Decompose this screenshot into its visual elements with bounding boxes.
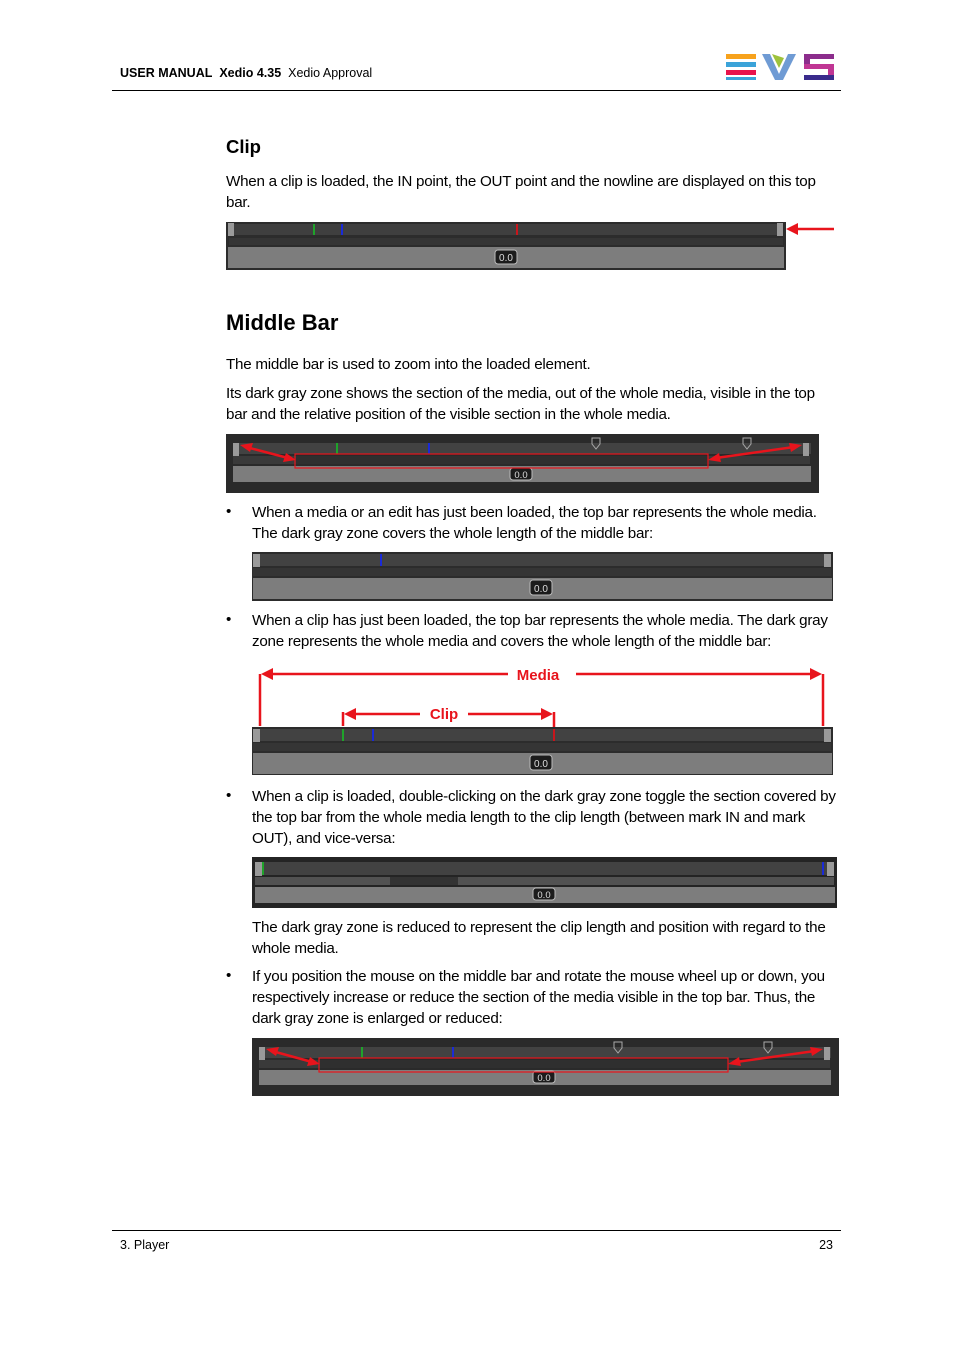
bullet-3-after-text: The dark gray zone is reduced to represent the clip length and position with regard to the whole media. — [252, 919, 826, 957]
header-rule — [112, 90, 841, 91]
timecode-label: 0.0 — [534, 584, 548, 595]
section-title-clip: Clip — [226, 136, 261, 157]
bullet-marker: • — [226, 503, 232, 520]
bullet-text-4: If you position the mouse on the middle bar and rotate the mouse wheel up or down, you respectively increase or reduce the section of the media visible in the top bar. Thus, the dark gray zone is enlarged or reduced: — [252, 968, 825, 1027]
clip-label: Clip — [429, 706, 459, 723]
timecode-label: 0.0 — [534, 759, 548, 770]
header-manual: USER MANUAL — [120, 66, 213, 80]
figure-clip-topbar — [226, 220, 838, 272]
figure-mouse-wheel-zoom — [252, 1038, 840, 1098]
footer-rule — [112, 1230, 841, 1231]
clip-paragraph: When a clip is loaded, the IN point, the OUT point and the nowline are displayed on this top bar. — [226, 173, 816, 211]
figure-media-loaded — [252, 552, 834, 602]
bullet-marker: • — [226, 787, 232, 804]
section-title-middle-bar: Middle Bar — [226, 310, 339, 335]
middle-paragraph-1: The middle bar is used to zoom into the loaded element. — [226, 356, 591, 373]
bullet-text-2: When a clip has just been loaded, the top bar represents the whole media. The dark gray zone represents the whole media and covers the whole length of the middle bar: — [252, 612, 828, 650]
bullet-text-3: When a clip is loaded, double-clicking on the dark gray zone toggle the section covered by the top bar from the whole media length to the clip length (between mark IN and mark OUT), and vice-versa: — [252, 788, 836, 847]
page-number: 23 — [819, 1238, 833, 1252]
running-header — [120, 66, 372, 80]
figure-clip-loaded — [252, 662, 834, 776]
bullet-marker: • — [226, 611, 232, 628]
evs-logo — [724, 52, 836, 82]
timecode-label: 0.0 — [499, 253, 513, 264]
figure-double-click-toggle — [252, 857, 838, 909]
header-module: Xedio Approval — [288, 66, 373, 80]
timecode-label: 0.0 — [537, 1073, 551, 1084]
bullet-text-1: When a media or an edit has just been loaded, the top bar represents the whole media. The dark gray zone covers the whole length of the middle bar: — [252, 504, 817, 542]
middle-paragraph-2: Its dark gray zone shows the section of the media, out of the whole media, visible in the top bar and the relative position of the visible section in the whole media. — [226, 385, 815, 423]
header-product: Xedio 4.35 — [219, 66, 282, 80]
timecode-label: 0.0 — [537, 890, 551, 901]
footer-chapter: 3. Player — [120, 1238, 170, 1252]
figure-middle-bar-zoom — [226, 434, 820, 494]
timecode-label: 0.0 — [514, 470, 528, 481]
media-label: Media — [516, 667, 560, 684]
bullet-marker: • — [226, 967, 232, 984]
